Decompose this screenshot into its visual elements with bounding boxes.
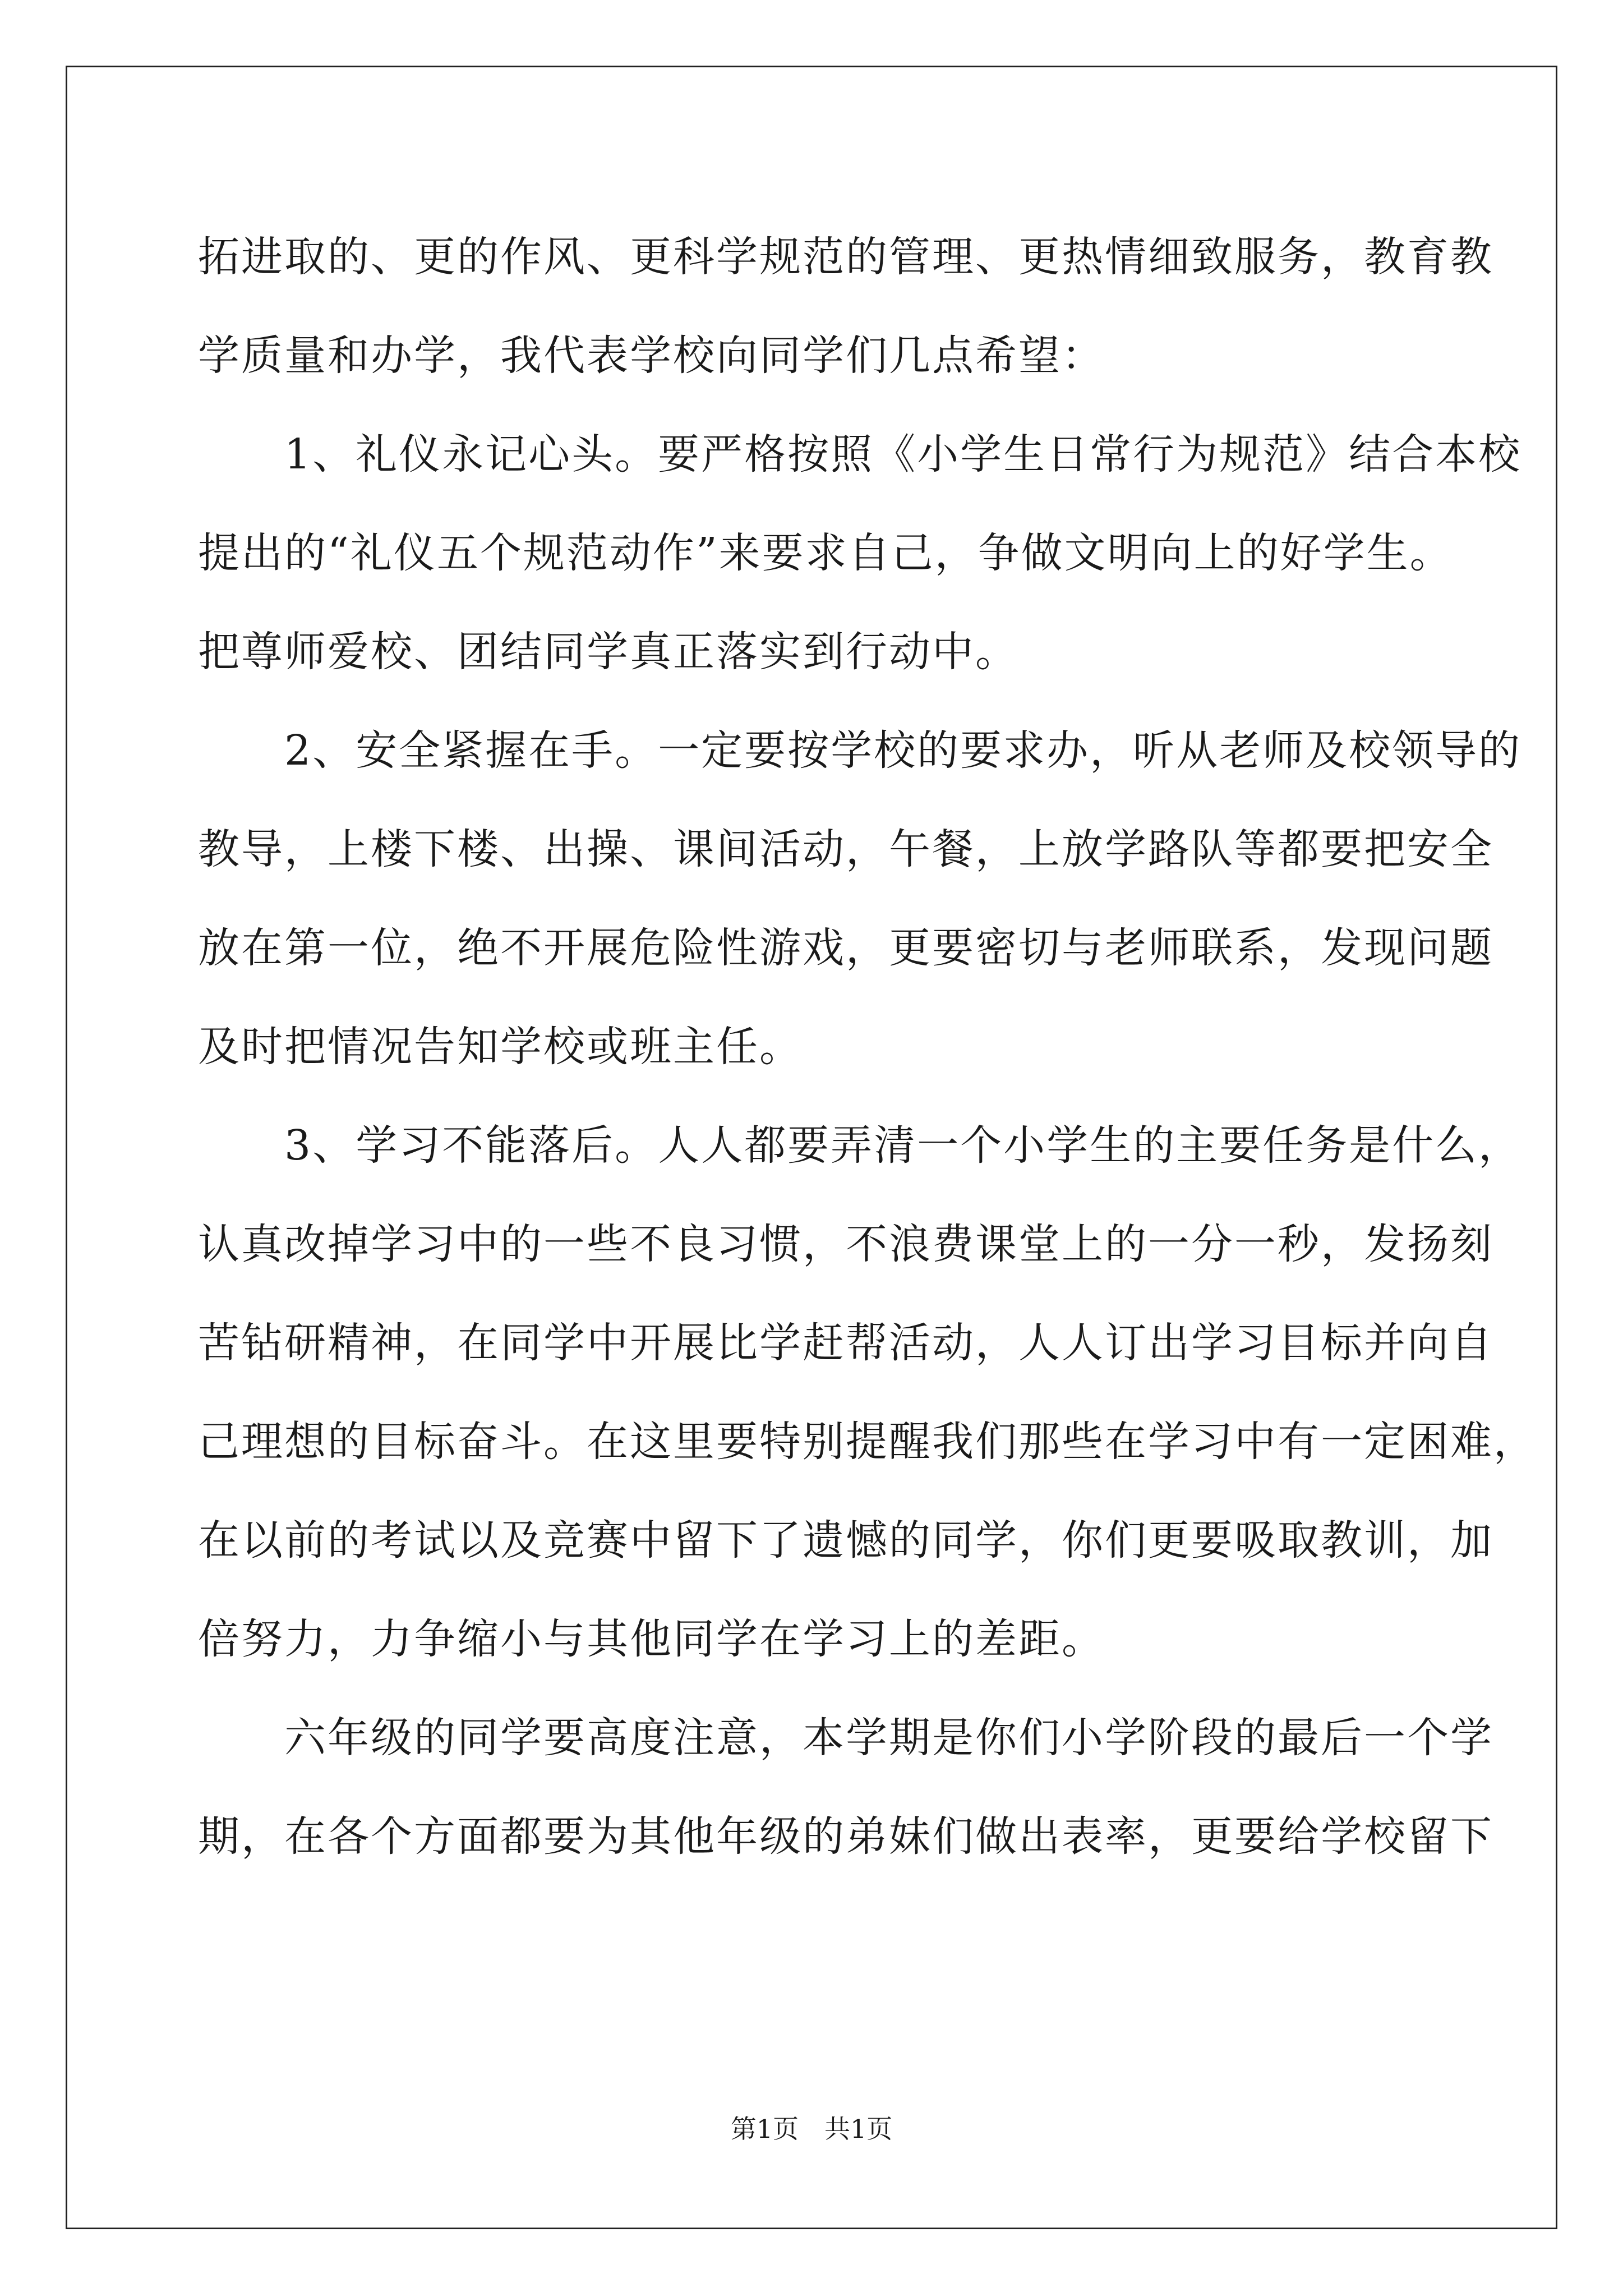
text-line: 3、学习不能落后。人人都要弄清一个小学生的主要任务是什么， [198, 1121, 1522, 1170]
text-line: 提出的“礼仪五个规范动作”来要求自己，争做文明向上的好学生。 [198, 529, 1453, 577]
page-footer: 第1页 共1页 [730, 2114, 893, 2144]
text-line: 放在第一位，绝不开展危险性游戏，更要密切与老师联系，发现问题 [198, 924, 1493, 972]
text-line: 己理想的目标奋斗。在这里要特别提醒我们那些在学习中有一定困难， [198, 1418, 1537, 1466]
text-line: 2、安全紧握在手。一定要按学校的要求办，听从老师及校领导的 [198, 726, 1522, 775]
text-line: 在以前的考试以及竞赛中留下了遗憾的同学，你们更要吸取教训，加 [198, 1516, 1493, 1565]
text-line: 及时把情况告知学校或班主任。 [198, 1023, 803, 1071]
text-line: 把尊师爱校、团结同学真正落实到行动中。 [198, 628, 1018, 676]
text-line: 1、礼仪永记心头。要严格按照《小学生日常行为规范》结合本校 [198, 430, 1522, 478]
text-line: 学质量和办学，我代表学校向同学们几点希望： [198, 332, 1105, 380]
text-line: 倍努力，力争缩小与其他同学在学习上的差距。 [198, 1615, 1105, 1663]
text-line: 期，在各个方面都要为其他年级的弟妹们做出表率，更要给学校留下 [198, 1812, 1493, 1861]
text-line: 教导，上楼下楼、出操、课间活动，午餐，上放学路队等都要把安全 [198, 825, 1493, 873]
text-line: 六年级的同学要高度注意，本学期是你们小学阶段的最后一个学 [198, 1714, 1493, 1762]
text-line: 苦钻研精神，在同学中开展比学赶帮活动，人人订出学习目标并向自 [198, 1319, 1493, 1367]
text-line: 拓进取的、更的作风、更科学规范的管理、更热情细致服务，教育教 [198, 233, 1493, 281]
document-body [198, 208, 1537, 1886]
text-line: 认真改掉学习中的一些不良习惯，不浪费课堂上的一分一秒，发扬刻 [198, 1220, 1493, 1268]
